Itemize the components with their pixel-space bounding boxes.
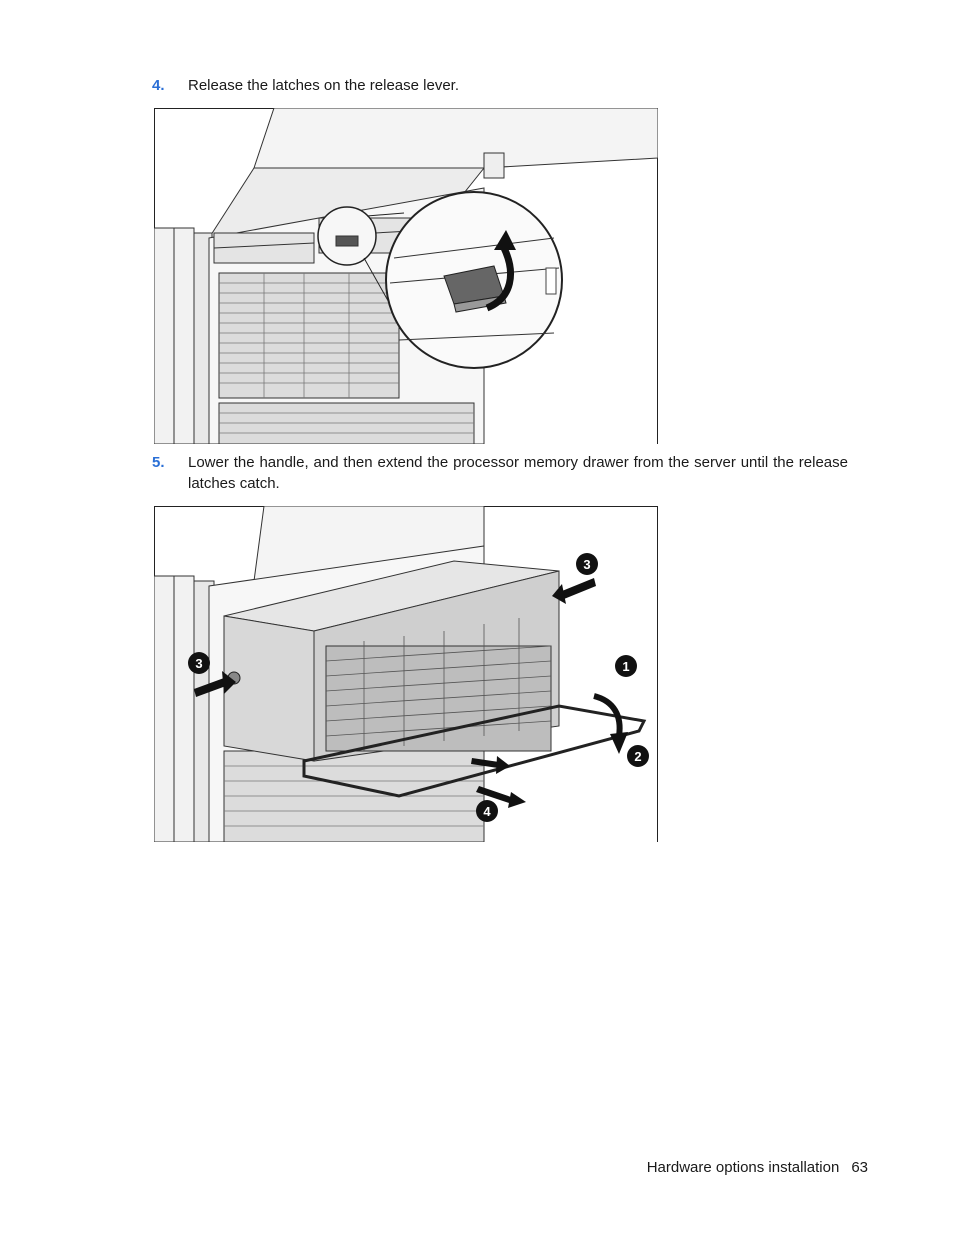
- figure-release-latches: [154, 108, 658, 444]
- callout-label: 3: [195, 656, 203, 671]
- callout-label: 3: [583, 557, 591, 572]
- page-number: 63: [851, 1159, 868, 1176]
- step-text: Lower the handle, and then extend the processor memory drawer from the server until the release latches catch.: [188, 454, 848, 492]
- page-footer: [647, 1158, 868, 1178]
- callout-label: 2: [634, 749, 642, 764]
- footer-section: Hardware options installation: [646, 1159, 840, 1176]
- server-latch-illustration: [154, 108, 658, 444]
- callout-label: 1: [622, 659, 630, 674]
- callout-label: 4: [483, 804, 491, 819]
- step-text: Release the latches on the release lever.: [188, 77, 460, 94]
- step-number: 5.: [152, 454, 165, 471]
- step-number: 4.: [152, 77, 165, 94]
- server-drawer-illustration: [154, 506, 658, 842]
- figure-extend-drawer: [154, 506, 658, 842]
